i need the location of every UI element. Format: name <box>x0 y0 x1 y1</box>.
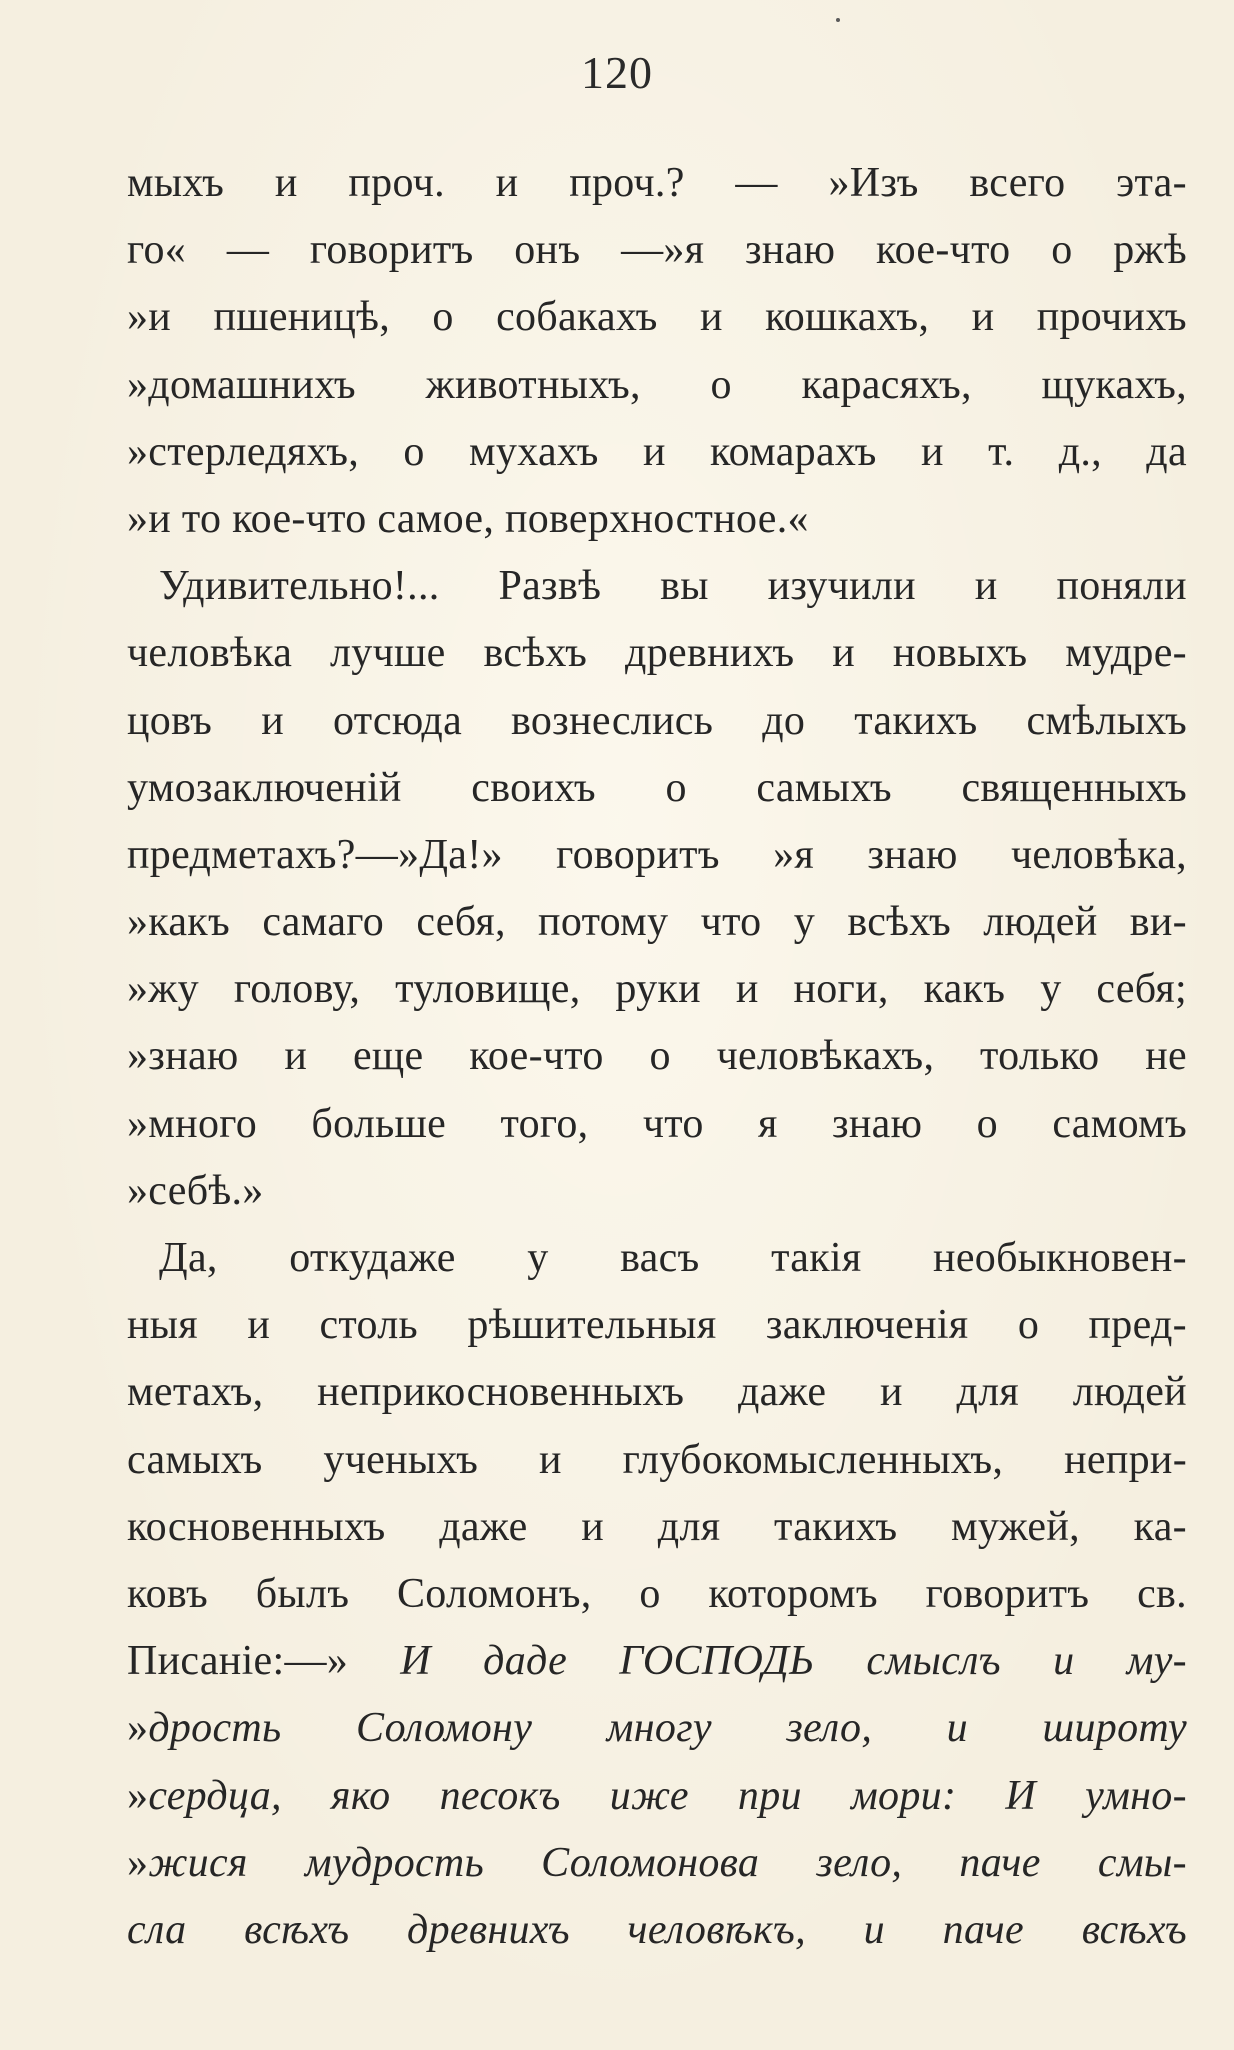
word: и <box>261 697 284 744</box>
word: былъ <box>255 1570 350 1617</box>
word: » <box>127 1839 149 1886</box>
word: кое-что <box>469 1033 604 1080</box>
word: самаго <box>262 899 385 946</box>
word: смыслъ <box>866 1638 1001 1685</box>
word: мыхъ <box>127 160 225 206</box>
word: косновенныхъ <box>127 1503 386 1550</box>
text-line <box>127 822 1187 889</box>
text-line <box>127 1830 1187 1897</box>
word: при <box>737 1772 802 1819</box>
word: что <box>642 1100 704 1147</box>
word: пред- <box>1088 1302 1187 1349</box>
word: такихъ <box>774 1503 898 1550</box>
word: такихъ <box>854 697 978 744</box>
word: Соломонова <box>541 1839 760 1886</box>
word: говоритъ <box>925 1570 1090 1617</box>
word: смѣлыхъ <box>1026 697 1187 744</box>
word: о <box>1017 1302 1040 1349</box>
word: самыхъ <box>756 764 892 811</box>
word: ка- <box>1133 1503 1187 1550</box>
word: мухахъ <box>469 428 599 475</box>
word: даже <box>439 1503 528 1550</box>
word: и <box>880 1369 903 1416</box>
text-line <box>127 688 1187 755</box>
word: голову, <box>233 966 361 1013</box>
word: и <box>1053 1638 1075 1685</box>
word: древнихъ <box>407 1906 570 1953</box>
word: и <box>700 294 723 341</box>
word: и <box>495 160 519 206</box>
text-line <box>127 284 1187 351</box>
text-line <box>127 150 1187 217</box>
word: умно- <box>1085 1772 1187 1819</box>
word: о <box>665 764 687 811</box>
word: ковъ <box>127 1570 208 1617</box>
line-text: »себѣ.» <box>127 1167 264 1214</box>
text-line <box>127 1091 1187 1158</box>
word: у <box>793 899 816 946</box>
word: изучили <box>767 563 916 610</box>
word: себя, <box>416 899 506 946</box>
word: человѣка, <box>1010 831 1187 878</box>
word: древнихъ <box>625 630 795 677</box>
word: паче <box>959 1839 1041 1886</box>
text-line <box>127 1158 1187 1225</box>
word: го« <box>127 227 187 274</box>
paper-speck <box>836 18 840 22</box>
word: всѣхъ <box>1081 1906 1187 1953</box>
word: сла <box>127 1906 187 1953</box>
word: »я <box>773 831 815 878</box>
word: И <box>400 1638 431 1685</box>
word: о <box>710 361 732 408</box>
word: и <box>735 966 759 1013</box>
text-line <box>127 1494 1187 1561</box>
word: заключенія <box>765 1302 969 1349</box>
text-line <box>127 1427 1187 1494</box>
word: самомъ <box>1052 1100 1187 1147</box>
word: »домашнихъ <box>127 361 356 408</box>
word: даде <box>483 1638 568 1685</box>
word: для <box>657 1503 721 1550</box>
word: себя; <box>1096 966 1187 1013</box>
word: только <box>980 1033 1100 1080</box>
word: песокъ <box>439 1772 561 1819</box>
word: и <box>284 1033 308 1080</box>
word: до <box>762 697 806 744</box>
word: ГОСПОДЬ <box>619 1638 815 1685</box>
word: Писаніе:—» <box>127 1638 349 1685</box>
text-line <box>127 1023 1187 1090</box>
word: Развѣ <box>498 563 602 610</box>
text-line <box>127 1897 1187 1964</box>
word: непри- <box>1064 1436 1187 1483</box>
text-line <box>127 620 1187 687</box>
word: знаю <box>867 831 958 878</box>
word-group <box>127 1763 282 1830</box>
text-line <box>127 217 1187 284</box>
word: »жу <box>127 966 199 1013</box>
word: — <box>735 160 778 206</box>
word: »много <box>127 1100 258 1147</box>
word: того, <box>500 1100 589 1147</box>
word: и <box>946 1705 968 1752</box>
word: какъ <box>923 966 1006 1013</box>
word: щукахъ, <box>1041 361 1187 408</box>
word: которомъ <box>708 1570 878 1617</box>
word: людей <box>983 899 1098 946</box>
word: вы <box>660 563 709 610</box>
word: человѣкахъ, <box>716 1033 935 1080</box>
word: Да, <box>159 1235 218 1281</box>
word: ныя <box>127 1302 198 1349</box>
text-line <box>127 1628 1187 1695</box>
word: говоритъ <box>556 831 720 878</box>
word: мужей, <box>951 1503 1080 1550</box>
word: у <box>527 1235 549 1281</box>
word: васъ <box>620 1235 700 1281</box>
word: и <box>920 428 944 475</box>
word: ноги, <box>793 966 889 1013</box>
word: я <box>758 1100 778 1147</box>
word: эта- <box>1116 160 1187 206</box>
word: необыкновен- <box>933 1235 1187 1281</box>
word: всѣхъ <box>483 630 588 677</box>
word: столь <box>319 1302 418 1349</box>
word: »какъ <box>127 899 231 946</box>
word: и <box>642 428 666 475</box>
word: туловище, <box>395 966 581 1013</box>
text-line <box>127 486 1187 553</box>
word: мудре- <box>1065 630 1187 677</box>
word: и <box>247 1302 271 1349</box>
word: д., <box>1058 428 1102 475</box>
word: вознеслись <box>511 697 714 744</box>
word: проч. <box>348 160 445 206</box>
text-line <box>127 956 1187 1023</box>
word: для <box>956 1369 1020 1416</box>
line-text: »и то кое-что самое, поверхностное.« <box>127 495 809 542</box>
word: о <box>1051 227 1073 274</box>
word: св. <box>1137 1570 1187 1617</box>
word: знаю <box>745 227 836 274</box>
word: животныхъ, <box>425 361 641 408</box>
word: »и <box>127 294 172 341</box>
text-line <box>127 1359 1187 1426</box>
word: проч.? <box>569 160 685 206</box>
word: ржѣ <box>1113 227 1187 274</box>
word: даже <box>737 1369 827 1416</box>
word: о <box>403 428 425 475</box>
word: и <box>538 1436 562 1483</box>
word: паче <box>942 1906 1024 1953</box>
word: поняли <box>1056 563 1187 610</box>
word: у <box>1040 966 1062 1013</box>
word: —»я <box>621 227 705 274</box>
word: зело, <box>816 1839 903 1886</box>
word: всѣхъ <box>847 899 951 946</box>
word: лучше <box>330 630 446 677</box>
word: говоритъ <box>309 227 474 274</box>
word: смы- <box>1097 1839 1187 1886</box>
text-line <box>127 1292 1187 1359</box>
word: человѣка <box>127 630 293 677</box>
word: Соломону <box>355 1705 533 1752</box>
word: и <box>274 160 298 206</box>
text-line <box>127 889 1187 956</box>
word: людей <box>1072 1369 1187 1416</box>
word: — <box>226 227 270 274</box>
word: »знаю <box>127 1033 239 1080</box>
word: кошкахъ, <box>765 294 930 341</box>
word: собакахъ <box>496 294 658 341</box>
text-line <box>127 1561 1187 1628</box>
word: дрость <box>148 1705 282 1752</box>
word: » <box>127 1705 149 1752</box>
word: комарахъ <box>710 428 877 475</box>
word: онъ <box>514 227 581 274</box>
text-line <box>127 1695 1187 1762</box>
word: неприкосновенныхъ <box>317 1369 685 1416</box>
word: да <box>1146 428 1187 475</box>
word: метахъ, <box>127 1369 264 1416</box>
word: т. <box>988 428 1015 475</box>
word: яко <box>331 1772 391 1819</box>
word: Соломонъ, <box>396 1570 592 1617</box>
word: »Изъ <box>828 160 919 206</box>
word: о <box>649 1033 671 1080</box>
word: предметахъ?—»Да!» <box>127 831 503 878</box>
word: ученыхъ <box>323 1436 479 1483</box>
text-line <box>127 553 1187 620</box>
word: цовъ <box>127 697 213 744</box>
word: мори: <box>850 1772 957 1819</box>
word: мудрость <box>304 1839 484 1886</box>
word: умозаключеній <box>127 764 402 811</box>
word: и <box>971 294 995 341</box>
word-group <box>127 1830 248 1897</box>
word: своихъ <box>471 764 596 811</box>
word: еще <box>352 1033 424 1080</box>
word: и <box>581 1503 605 1550</box>
word: жися <box>148 1839 248 1886</box>
word: иже <box>609 1772 689 1819</box>
word: пшеницѣ, <box>213 294 391 341</box>
word: о <box>976 1100 998 1147</box>
word: му- <box>1126 1638 1187 1685</box>
word: о <box>639 1570 661 1617</box>
word: отсюда <box>333 697 463 744</box>
word: И <box>1005 1772 1037 1819</box>
word: Удивительно!... <box>159 563 440 610</box>
word: такія <box>771 1235 862 1281</box>
text-line <box>127 1225 1187 1292</box>
word: прочихъ <box>1036 294 1187 341</box>
word: самыхъ <box>127 1436 263 1483</box>
word: широту <box>1042 1705 1187 1752</box>
word: руки <box>615 966 701 1013</box>
word: многу <box>606 1705 712 1752</box>
word: всего <box>969 160 1066 206</box>
word: всѣхъ <box>244 1906 350 1953</box>
word: и <box>974 563 998 610</box>
word: откудаже <box>289 1235 456 1281</box>
word-group <box>127 1695 281 1762</box>
word: и <box>863 1906 885 1953</box>
word: больше <box>311 1100 447 1147</box>
word: новыхъ <box>892 630 1028 677</box>
word: потому <box>538 899 669 946</box>
word: карасяхъ, <box>801 361 972 408</box>
word: не <box>1145 1033 1187 1080</box>
word: сердца, <box>148 1772 282 1819</box>
word: ви- <box>1129 899 1187 946</box>
word: знаю <box>832 1100 923 1147</box>
word: что <box>700 899 762 946</box>
text-line <box>127 1763 1187 1830</box>
word: о <box>432 294 454 341</box>
word: глубокомысленныхъ, <box>622 1436 1004 1483</box>
text-line <box>127 755 1187 822</box>
page-number: 120 <box>581 47 653 98</box>
word: зело, <box>786 1705 873 1752</box>
text-line <box>127 419 1187 486</box>
word: человѣкъ, <box>627 1906 806 1953</box>
page-text <box>127 150 1187 1964</box>
word: и <box>832 630 856 677</box>
word: »стерледяхъ, <box>127 428 360 475</box>
word: рѣшительныя <box>467 1302 717 1349</box>
word: кое-что <box>876 227 1011 274</box>
text-line <box>127 352 1187 419</box>
word: » <box>127 1772 149 1819</box>
word: священныхъ <box>961 764 1187 811</box>
